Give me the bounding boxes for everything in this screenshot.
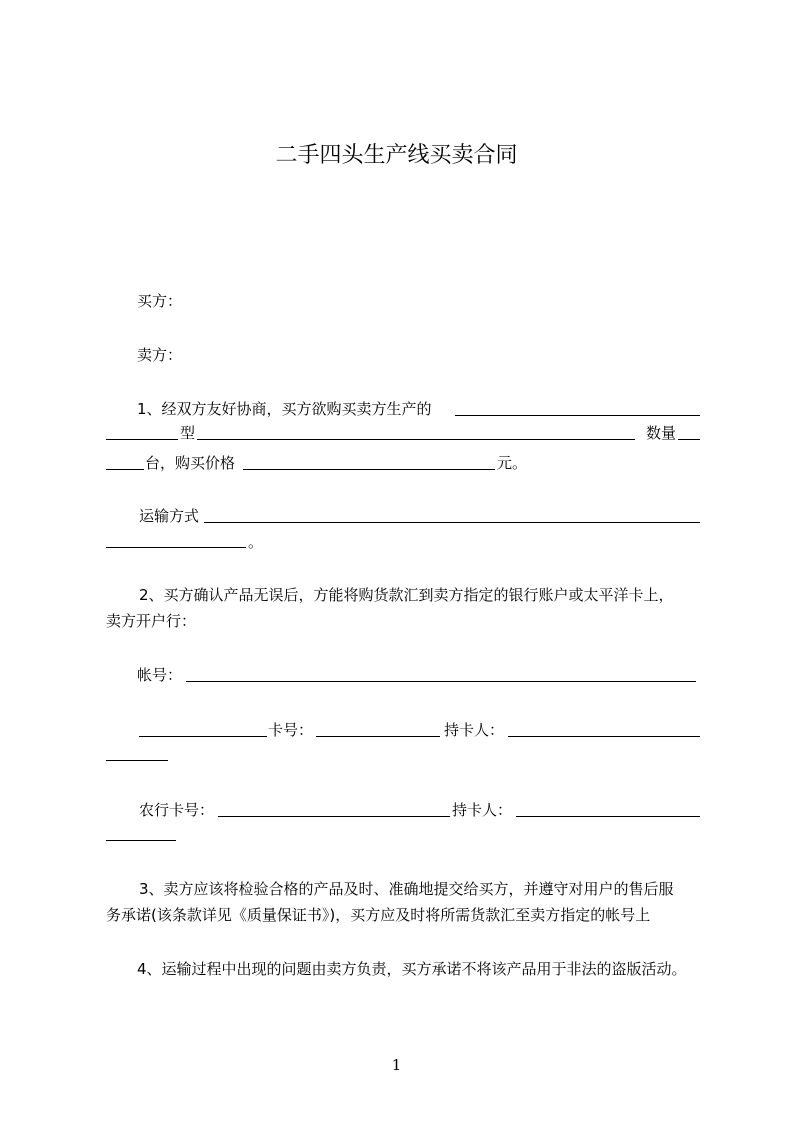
unit-price-label: 台，购买价格: [145, 454, 236, 472]
product-blank-cont: [106, 439, 178, 440]
quantity-blank-cont: [106, 469, 144, 470]
quantity-blank: [678, 439, 700, 440]
agri-card-label: 农行卡号：: [139, 801, 215, 819]
currency-label: 元。: [497, 454, 528, 472]
clause2-line1: 2、买方确认产品无误后，方能将购货款汇到卖方指定的银行账户或太平洋卡上，: [139, 586, 674, 604]
buyer-label: 买方：: [137, 292, 183, 310]
account-label: 帐号：: [137, 666, 183, 684]
holder-blank-2: [516, 816, 700, 817]
card-blank: [316, 736, 440, 737]
holder-blank: [508, 736, 700, 737]
price-blank: [243, 469, 495, 470]
transport-blank-cont: [106, 547, 246, 548]
holder-blank-cont: [106, 760, 168, 761]
holder-label-2: 持卡人：: [452, 801, 513, 819]
transport-end: 。: [248, 533, 264, 551]
page-number: 1: [391, 1056, 402, 1074]
document-title: 二手四头生产线买卖合同: [275, 143, 518, 168]
transport-label: 运输方式: [139, 507, 200, 525]
agri-card-blank: [218, 816, 450, 817]
clause4-line1: 4、运输过程中出现的问题由卖方负责，买方承诺不将该产品用于非法的盗版活动。: [137, 960, 687, 978]
holder-blank-2-cont: [106, 840, 176, 841]
card-label: 卡号：: [268, 721, 314, 739]
clause3-line1: 3、卖方应该将检验合格的产品及时、准确地提交给买方，并遵守对用户的售后服: [139, 880, 674, 898]
transport-blank: [204, 522, 700, 523]
clause3-line2: 务承诺(该条款详见《质量保证书》)，买方应及时将所需货款汇至卖方指定的帐号上: [106, 906, 651, 924]
model-label: 型: [180, 424, 196, 442]
model-blank: [197, 439, 635, 440]
quantity-label: 数量: [646, 424, 677, 442]
clause1-line1: 1、经双方友好协商，买方欲购买卖方生产的: [137, 400, 432, 418]
clause2-line2: 卖方开户行：: [106, 612, 197, 630]
account-blank: [186, 681, 696, 682]
seller-label: 卖方：: [137, 346, 183, 364]
bank-blank: [139, 736, 267, 737]
holder-label: 持卡人：: [444, 721, 505, 739]
product-name-blank: [455, 415, 700, 416]
